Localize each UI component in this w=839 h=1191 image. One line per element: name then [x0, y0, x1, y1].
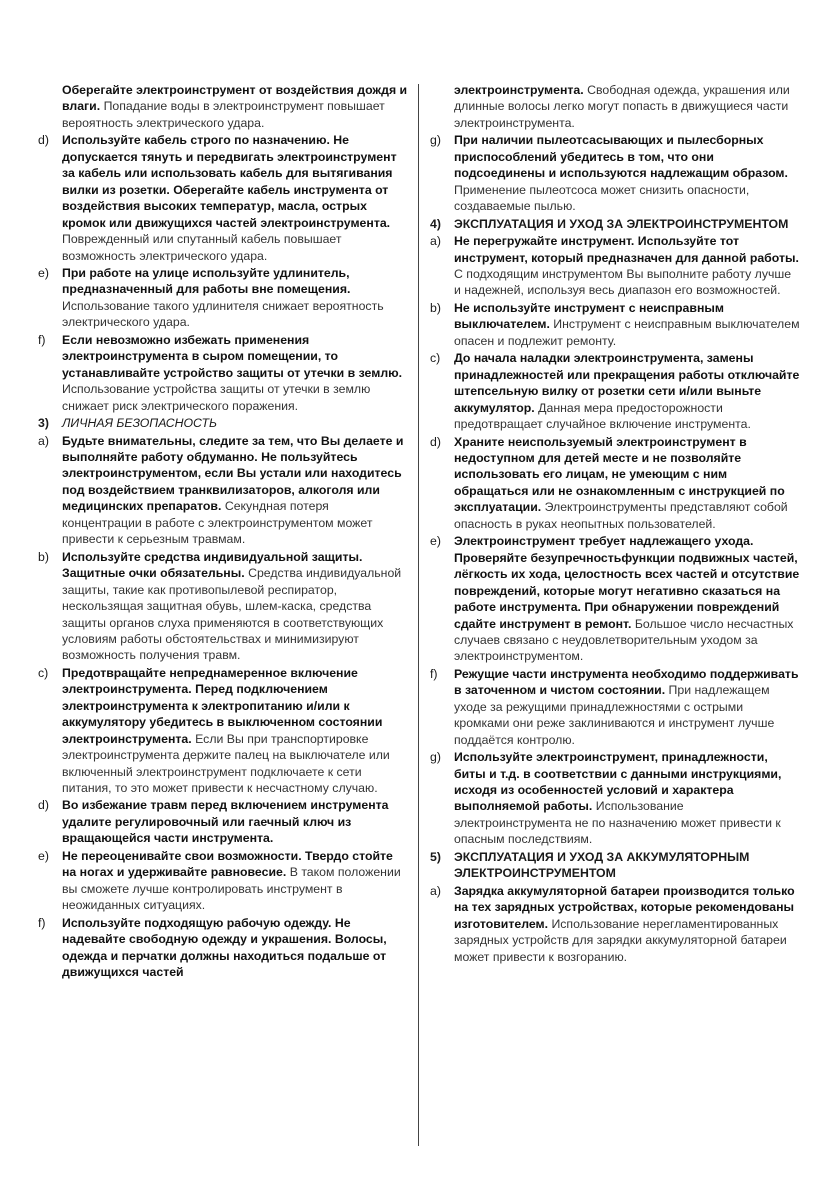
list-item — [430, 749, 800, 848]
item-bold: Зарядка аккумуляторной батареи производится только на тех зарядных устройствах, которые рекомендованы изготовителем. — [454, 883, 795, 931]
list-item — [430, 434, 800, 533]
item-bold: Не перегружайте инструмент. Используйте тот инструмент, который предназначен для данной работы. — [454, 234, 799, 265]
item-bold: Предотвращайте непреднамеренное включение электроинструмента. Перед подключением электроинструмента к электропитанию и/или к аккумулятору убедитесь в выключенном состоянии электроинструмента. — [62, 665, 383, 746]
list-item — [38, 797, 410, 846]
item-letter: d) — [38, 133, 49, 148]
list-item — [430, 350, 800, 432]
item-bold: Используйте электроинструмент, принадлежности, биты и т.д. в соответствии с данными инструкциями, исходя из особенностей условий и характера выполняемой работы. — [454, 750, 782, 814]
item-letter: b) — [430, 300, 441, 315]
item-text: Если Вы при транспортировке электроинструмента держите палец на выключателе или включенный электроинструмент подключаете к сети питания, то это может привести к несчастному случаю. — [62, 731, 390, 796]
item-bold: Электроинструмент требует надлежащего ухода. Проверяйте безупречностьфункции подвижных частей, лёгкость их хода, целостность всех частей и отсутствие повреждений, которые могут негативно сказаться на работе инструмента. При обнаружении повреждений сдайте инструмент в ремонт. — [454, 534, 800, 631]
item-text: При надлежащем уходе за режущими принадлежностями с острыми кромками они реже заклиниваются и инструмент лучше поддаётся контролю. — [454, 683, 775, 747]
item-bold: Не переоценивайте свои возможности. Твердо стойте на ногах и удерживайте равновесие. — [62, 848, 393, 880]
item-bold: Используйте подходящую рабочую одежду. Не надевайте свободную одежду и украшения. Волосы, одежда и перчатки должны находиться подальше от движущихся частей — [62, 915, 387, 980]
item-text: Инструмент с неисправным выключателем опасен и подлежит ремонту. — [454, 317, 800, 348]
item-bold: Используйте кабель строго по назначению. Не допускается тянуть и передвигать электроинструмент за кабель или использовать кабель для вытягивания вилки из розетки. Оберегайте кабель инструмента от воздействия высоких температур, масла, острых кромок или движущихся частей электроинструмента. — [62, 133, 397, 230]
list-item — [38, 915, 410, 981]
item-bold: Во избежание травм перед включением инструмента удалите регулировочный или гаечный ключ из вращающейся части инструмента. — [62, 798, 389, 846]
item-letter: c) — [430, 351, 441, 366]
intro-bold: Оберегайте электроинструмент от воздействия дождя и влаги. — [62, 83, 408, 114]
item-letter: e) — [430, 534, 441, 549]
item-letter: g) — [430, 133, 441, 148]
section-number: 3) — [38, 416, 49, 431]
item-letter: b) — [38, 549, 49, 564]
item-text: Использование электроинструмента не по назначению может привести к опасным последствиям. — [454, 799, 781, 847]
item-letter: d) — [430, 434, 441, 449]
list-item — [38, 665, 410, 797]
item-bold: При работе на улице используйте удлинитель, предназначенный для работы вне помещения. — [62, 265, 351, 297]
section-title: ЭКСПЛУАТАЦИЯ И УХОД ЗА АККУМУЛЯТОРНЫМ ЭЛЕКТРОИНСТРУМЕНТОМ — [454, 849, 750, 881]
item-text: Применение пылеотсоса может снизить опасности, создаваемые пылью. — [454, 182, 750, 214]
item-bold: При наличии пылеотсасывающих и пылесборных приспособлений убедитесь в том, что они подсоединены и используются надлежащим образом. — [454, 133, 788, 181]
list-item — [38, 433, 410, 548]
item-text: Секундная потеря концентрации в работе с электроинструментом может привести к серьезным травмам. — [62, 499, 373, 547]
list-item — [38, 332, 410, 414]
item-text: Электроинструменты представляют собой опасность в руках неопытных пользователей. — [454, 500, 788, 531]
item-bold: Будьте внимательны, следите за тем, что Вы делаете и выполняйте работу обдуманно. Не пользуйтесь электроинструментом, если Вы устали или находитесь под воздействием транквилизаторов, алкоголя или медицинских препаратов. — [62, 433, 404, 514]
list-item — [430, 533, 800, 665]
section-number: 4) — [430, 216, 441, 231]
item-letter: a) — [430, 234, 441, 249]
item-bold: Не используйте инструмент с неисправным выключателем. — [454, 300, 724, 332]
section-title: ЛИЧНАЯ БЕЗОПАСНОСТЬ — [62, 416, 218, 431]
item-text: В таком положении вы сможете лучше контролировать инструмент в неожиданных ситуациях. — [62, 865, 401, 913]
list-item — [430, 300, 800, 349]
section-heading-5 — [430, 849, 800, 882]
continuation-paragraph — [430, 82, 800, 131]
item-text: Данная мера предосторожности предотвращает случайное включение инструмента. — [454, 400, 751, 432]
continuation-text: Свободная одежда, украшения или длинные волосы легко могут попасть в движущиеся части электроинструмента. — [454, 83, 790, 130]
item-letter: e) — [38, 265, 49, 280]
section-heading-4 — [430, 216, 800, 232]
continuation-bold: электроинструмента. — [454, 83, 584, 97]
section-title: ЭКСПЛУАТАЦИЯ И УХОД ЗА ЭЛЕКТРОИНСТРУМЕНТОМ — [454, 216, 789, 231]
list-item — [38, 265, 410, 331]
list-item — [430, 666, 800, 748]
list-item — [38, 132, 410, 264]
item-letter: a) — [38, 433, 49, 448]
right-column — [430, 82, 800, 966]
item-bold: До начала наладки электроинструмента, замены принадлежностей или прекращения работы отключайте штепсельную вилку от розетки сети и/или выньте аккумулятор. — [454, 351, 800, 415]
intro-text: Попадание воды в электроинструмент повышает вероятность электрического удара. — [62, 99, 385, 130]
item-text: Использование такого удлинителя снижает вероятность электрического удара. — [62, 298, 384, 330]
intro-paragraph — [38, 82, 410, 131]
item-letter: a) — [430, 883, 441, 898]
left-column — [38, 82, 410, 981]
list-item — [430, 132, 800, 214]
item-bold: Используйте средства индивидуальной защиты. Защитные очки обязательны. — [62, 549, 363, 581]
item-text: Поврежденный или спутанный кабель повышает возможность электрического удара. — [62, 232, 342, 263]
item-letter: f) — [430, 666, 438, 681]
item-letter: f) — [38, 915, 46, 930]
item-letter: e) — [38, 848, 49, 863]
item-letter: d) — [38, 798, 49, 813]
section-heading-3 — [38, 415, 410, 431]
list-item — [38, 549, 410, 664]
item-text: Использование устройства защиты от утечки в землю снижает риск электрического поражения. — [62, 382, 371, 413]
section-number: 5) — [430, 849, 441, 864]
item-bold: Если невозможно избежать применения электроинструмента в сыром помещении, то устанавливайте устройство защиты от утечки в землю. — [62, 332, 403, 380]
item-letter: g) — [430, 750, 441, 765]
item-bold: Храните неиспользуемый электроинструмент в недоступном для детей месте и не позволяйте использовать его лицам, не умеющим с ним обращаться или не ознакомленным с инструкцией по эксплуатации. — [454, 434, 785, 515]
item-bold: Режущие части инструмента необходимо поддерживать в заточенном и чистом состоянии. — [454, 666, 799, 698]
list-item — [430, 883, 800, 965]
item-text: Использование нерегламентированных зарядных устройств для зарядки аккумуляторной батареи может привести к возгоранию. — [454, 916, 787, 964]
item-text: Большое число несчастных случаев связано с неудовлетворительным уходом за электроинструментом. — [454, 616, 794, 664]
item-text: С подходящим инструментом Вы выполните работу лучше и надежней, используя весь диапазон его возможностей. — [454, 266, 792, 298]
item-text: Средства индивидуальной защиты, такие как противопылевой респиратор, нескользящая защитная обувь, шлем-каска, средства защиты органов слуха применяются в соответствующих условиям работы обстоятельствах и минимизируют возможность получения травм. — [62, 566, 402, 663]
list-item — [430, 233, 800, 299]
item-letter: c) — [38, 665, 49, 680]
item-letter: f) — [38, 332, 46, 347]
column-divider — [418, 84, 419, 1146]
list-item — [38, 848, 410, 914]
